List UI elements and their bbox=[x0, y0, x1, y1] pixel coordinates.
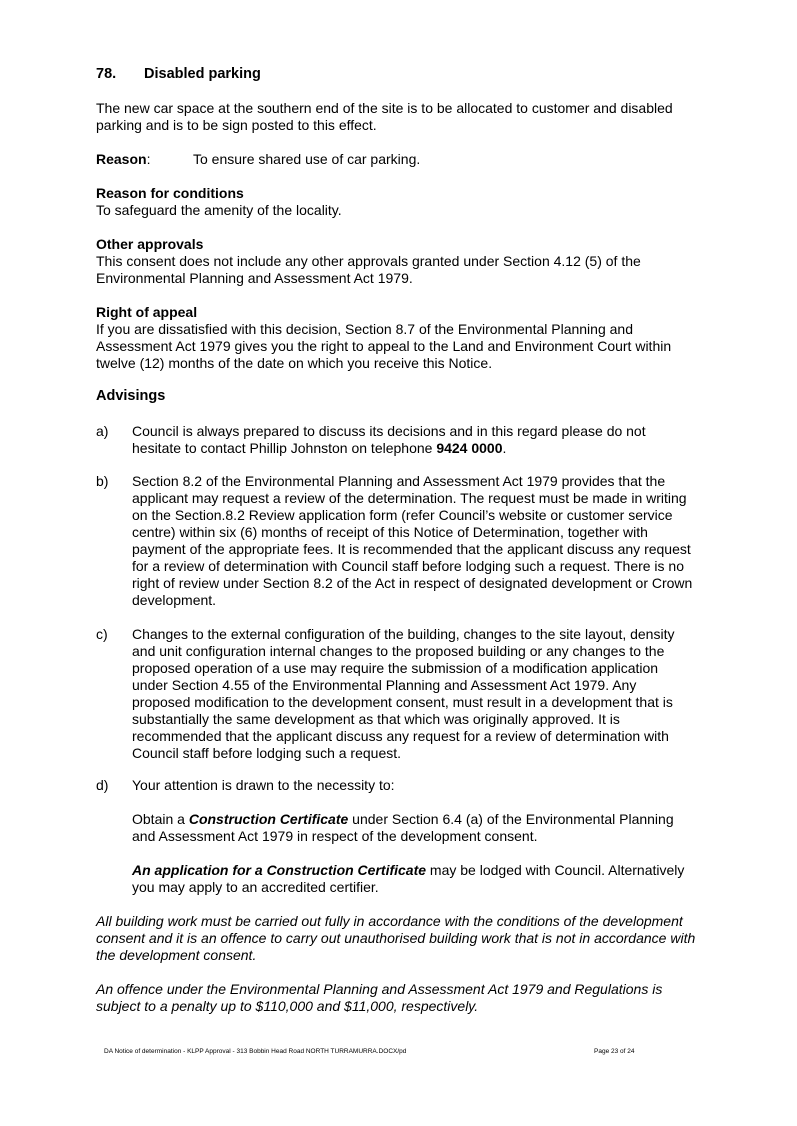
building-work-notice: All building work must be carried out fully in accordance with the conditions of the development consent and it is an offence to carry out unauthorised building work that is not in accordance with the development consent. bbox=[96, 913, 696, 963]
reason-for-conditions-heading: Reason for conditions bbox=[96, 185, 244, 201]
advising-a-letter: a) bbox=[96, 423, 109, 439]
penalty-notice: An offence under the Environmental Planning and Assessment Act 1979 and Regulations is subject to a penalty up to $110,000 and $11,000, respectively. bbox=[96, 981, 663, 1014]
advising-d-letter: d) bbox=[96, 777, 109, 793]
reason-line bbox=[96, 151, 696, 168]
right-of-appeal-heading: Right of appeal bbox=[96, 304, 198, 320]
other-approvals-text: This consent does not include any other approvals granted under Section 4.12 (5) of the Environmental Planning and Assessment Act 1979. bbox=[96, 253, 641, 286]
right-of-appeal-text: If you are dissatisfied with this decision, Section 8.7 of the Environmental Planning and Assessment Act 1979 gives you the right to appeal to the Land and Environment Court within twelve (12) months of the date on which you receive this Notice. bbox=[96, 321, 672, 371]
reason-text: To ensure shared use of car parking. bbox=[193, 151, 421, 167]
footer-page-number: Page 23 of 24 bbox=[594, 1048, 635, 1055]
reason-for-conditions-text: To safeguard the amenity of the locality. bbox=[96, 202, 342, 218]
section-number: 78. bbox=[96, 66, 117, 82]
advising-c-text: Changes to the external configuration of the building, changes to the site layout, density and unit configuration internal changes to the proposed building or any changes to the proposed operation of a use may require the submission of a modification application under Section 4.55 of the Environmental Planning and Assessment Act 1979. Any proposed modification to the development consent, must result in a development that is substantially the same development as that which was originally approved. It is recommended that the applicant discuss any request for a review of determination with Council staff before lodging such a request. bbox=[132, 626, 675, 761]
section-heading bbox=[96, 66, 261, 83]
phone-number: 9424 0000 bbox=[436, 440, 503, 456]
other-approvals-heading: Other approvals bbox=[96, 236, 204, 252]
advising-d-intro: Your attention is drawn to the necessity to: bbox=[132, 777, 395, 793]
advising-b-letter: b) bbox=[96, 473, 109, 489]
reason-label: Reason bbox=[96, 151, 147, 167]
section-body: The new car space at the southern end of the site is to be allocated to customer and disabled parking and is to be sign posted to this effect. bbox=[96, 100, 673, 133]
advisings-heading: Advisings bbox=[96, 388, 166, 404]
reason-colon: : bbox=[146, 151, 151, 167]
advising-d-construction-certificate: Obtain a Construction Certificate under Section 6.4 (a) of the Environmental Planning and Assessment Act 1979 in respect of the development consent. bbox=[132, 811, 674, 844]
advising-c-letter: c) bbox=[96, 626, 108, 642]
section-title: Disabled parking bbox=[144, 66, 261, 82]
footer-document-name: DA Notice of determination - KLPP Approval - 313 Bobbin Head Road NORTH TURRAMURRA.DOCX/pd bbox=[104, 1048, 407, 1055]
advising-b-text: Section 8.2 of the Environmental Planning and Assessment Act 1979 provides that the applicant may request a review of the determination. The request must be made in writing on the Section.8.2 Review application form (refer Council’s website or customer service centre) within six (6) months of receipt of this Notice of Determination, together with payment of the appropriate fees. It is recommended that the applicant discuss any request for a review of determination with Council staff before lodging such a request. There is no right of review under Section 8.2 of the Act in respect of designated development or Crown development. bbox=[132, 473, 693, 608]
advising-d-application: An application for a Construction Certificate may be lodged with Council. Alternatively you may apply to an accredited certifier. bbox=[132, 862, 685, 895]
advising-a-text: Council is always prepared to discuss its decisions and in this regard please do not hesitate to contact Phillip Johnston on telephone 9424 0000. bbox=[132, 423, 646, 456]
